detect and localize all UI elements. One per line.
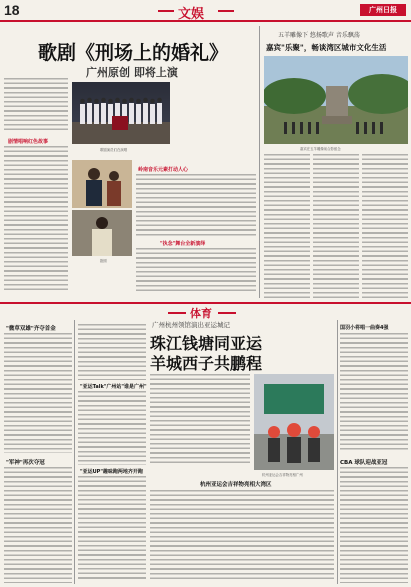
opera-scene-photo	[72, 160, 132, 208]
sports-main-column-4	[150, 490, 334, 582]
sports-right-title-2: CBA 球队迎战亚冠	[340, 460, 388, 466]
article-column-2	[136, 174, 256, 236]
mascot-event-photo	[254, 374, 334, 470]
sports-photo-caption: 杭州亚运会吉祥物亮相广州	[262, 473, 303, 477]
sports-rule-left	[168, 312, 186, 314]
sports-divider-left	[74, 320, 75, 584]
sports-main-lead	[78, 324, 146, 380]
sports-left-title: "亚运Talk"广州站"谁是广州"	[80, 384, 147, 390]
photo-caption-2: 剧照	[100, 259, 107, 263]
sports-left-title-1: "微草双雄"齐夺首金	[6, 326, 56, 332]
article-column-1	[4, 146, 68, 291]
sports-headline-line1: 珠江钱塘同亚运	[150, 334, 263, 353]
sports-divider-right	[337, 320, 338, 584]
sports-sub-heading: 杭州亚运会吉祥物亮相大湾区	[200, 482, 272, 488]
sports-headline-line2: 羊城西子共鹏程	[150, 354, 263, 373]
section-rule-right	[218, 10, 234, 12]
sports-right-title-1: 国羽小将唱一曲奏4强	[340, 325, 389, 331]
right-photo-caption: 嘉宾在五羊雕像前合影留念	[300, 147, 341, 151]
right-article-column-3	[362, 154, 408, 298]
right-headline: 嘉宾"乐聚"，畅谈湾区城市文化生活	[266, 43, 387, 52]
main-subheadline: 广州原创 即将上演	[86, 66, 178, 79]
masthead	[0, 0, 411, 22]
sports-main-column-3	[150, 374, 250, 464]
right-article-column-2	[313, 154, 359, 298]
main-headline: 歌剧《刑场上的婚礼》	[38, 42, 229, 64]
page-number: 18	[4, 2, 20, 18]
sports-main-column-1	[78, 391, 146, 465]
sports-left-column-1	[4, 333, 72, 453]
column-divider	[259, 26, 260, 298]
sports-section-title: 体育	[190, 307, 212, 320]
photo-caption-1: 歌剧演员们在演唱	[100, 148, 128, 152]
right-kicker: 五羊雕像下 悠扬歌声 音乐飘荡	[278, 32, 360, 39]
section-rule-left	[158, 10, 174, 12]
lead-text	[4, 78, 68, 132]
column-heading-3: "执念"舞台全新演绎	[160, 241, 206, 247]
sports-right-column-2	[340, 467, 408, 583]
sports-left-title-2: "军神"再次夺冠	[6, 460, 45, 466]
sports-main-column-2	[78, 476, 146, 582]
sports-kicker: 广州杭州领馆演出亚运城记	[152, 321, 230, 329]
column-heading-2: 岭南音乐元素打动人心	[138, 167, 189, 173]
sports-rule-right	[218, 312, 236, 314]
column-heading-1: 剧情唱响红色故事	[8, 139, 49, 145]
section-title: 文娱	[178, 7, 205, 22]
right-article-column-1	[264, 154, 310, 298]
opera-scene-photo-2	[72, 210, 132, 256]
five-rams-statue-photo	[264, 56, 408, 144]
sports-left-title-2b: "亚运UP"趣味跑两地齐开跑	[80, 469, 143, 475]
sports-left-column-2	[4, 467, 72, 583]
article-column-3	[136, 248, 256, 294]
choir-photo	[72, 82, 170, 144]
sports-section-bar	[0, 302, 411, 318]
newspaper-logo: 广州日报	[360, 4, 406, 16]
sports-right-column-1	[340, 333, 408, 451]
